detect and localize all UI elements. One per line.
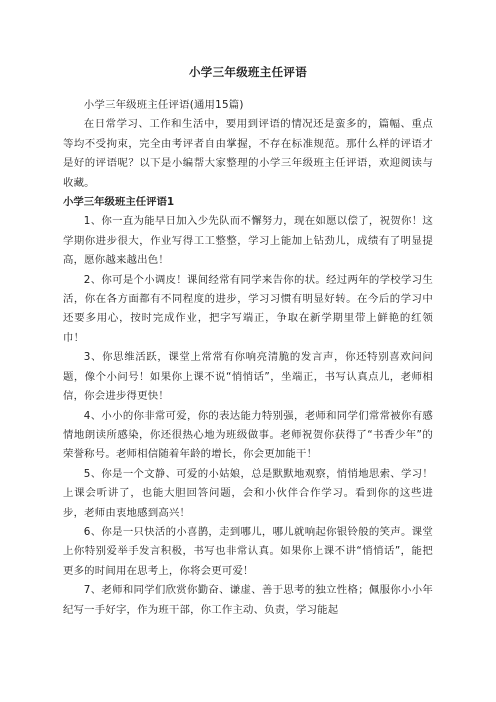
comment-paragraph-5: 5、你是一个文静、可爱的小姑娘，总是默默地观察，悄悄地思索、学习！上课会听讲了，也能大胆回答问题，会和小伙伴合作学习。看到你的这些进步，老师由衷地感到高兴！ [63,467,433,519]
comment-paragraph-1: 1、你一直为能早日加入少先队而不懈努力，现在如愿以偿了，祝贺你！这学期你进步很大，作业写得工工整整，学习上能加上钻劲儿，成绩有了明显提高，愿你越来越出色！ [63,215,433,267]
intro-paragraph: 在日常学习、工作和生活中，要用到评语的情况还是蛮多的，篇幅、重点等均不受拘束，完全由考评者自由掌握，不存在标准规范。那什么样的评语才是好的评语呢？以下是小编帮大家整理的小学三年级班主任评语，欢迎阅读与收藏。 [63,118,433,189]
document-subtitle: 小学三年级班主任评语(通用15篇) [83,99,244,111]
comment-paragraph-2: 2、你可是个小调皮！课间经常有同学来告你的状。经过两年的学校学习生活，你在各方面都有不同程度的进步，学习习惯有明显好转。在今后的学习中还要多用心，按时完成作业，把字写端正，争取在新学期里带上鲜艳的红领巾！ [63,273,433,344]
comment-paragraph-6: 6、你是一只快活的小喜鹊，走到哪儿，哪儿就响起你银铃般的笑声。课堂上你特别爱举手发言积极，书写也非常认真。如果你上课不讲“悄悄话”，能把更多的时间用在思考上，你将会更可爱！ [63,525,433,577]
comment-paragraph-7: 7、老师和同学们欣赏你勤奋、谦虚、善于思考的独立性格；佩服你小小年纪写一手好字，作为班干部，你工作主动、负责，学习能起 [63,584,433,616]
comment-paragraph-3: 3、你思维活跃，课堂上常常有你响亮清脆的发言声，你还特别喜欢问问题，像个小问号！如果你上课不说“悄悄话”，坐端正，书写认真点儿，老师相信，你会进步得更快！ [63,351,433,403]
comment-paragraph-4: 4、小小的你非常可爱，你的表达能力特别强，老师和同学们常常被你有感情地朗读所感染，你还很热心地为班级做事。老师祝贺你获得了“书香少年”的荣誉称号。老师相信随着年龄的增长，你会更加能干！ [63,409,433,461]
document-title: 小学三年级班主任评语 [189,65,307,79]
section-heading: 小学三年级班主任评语1 [63,196,175,209]
